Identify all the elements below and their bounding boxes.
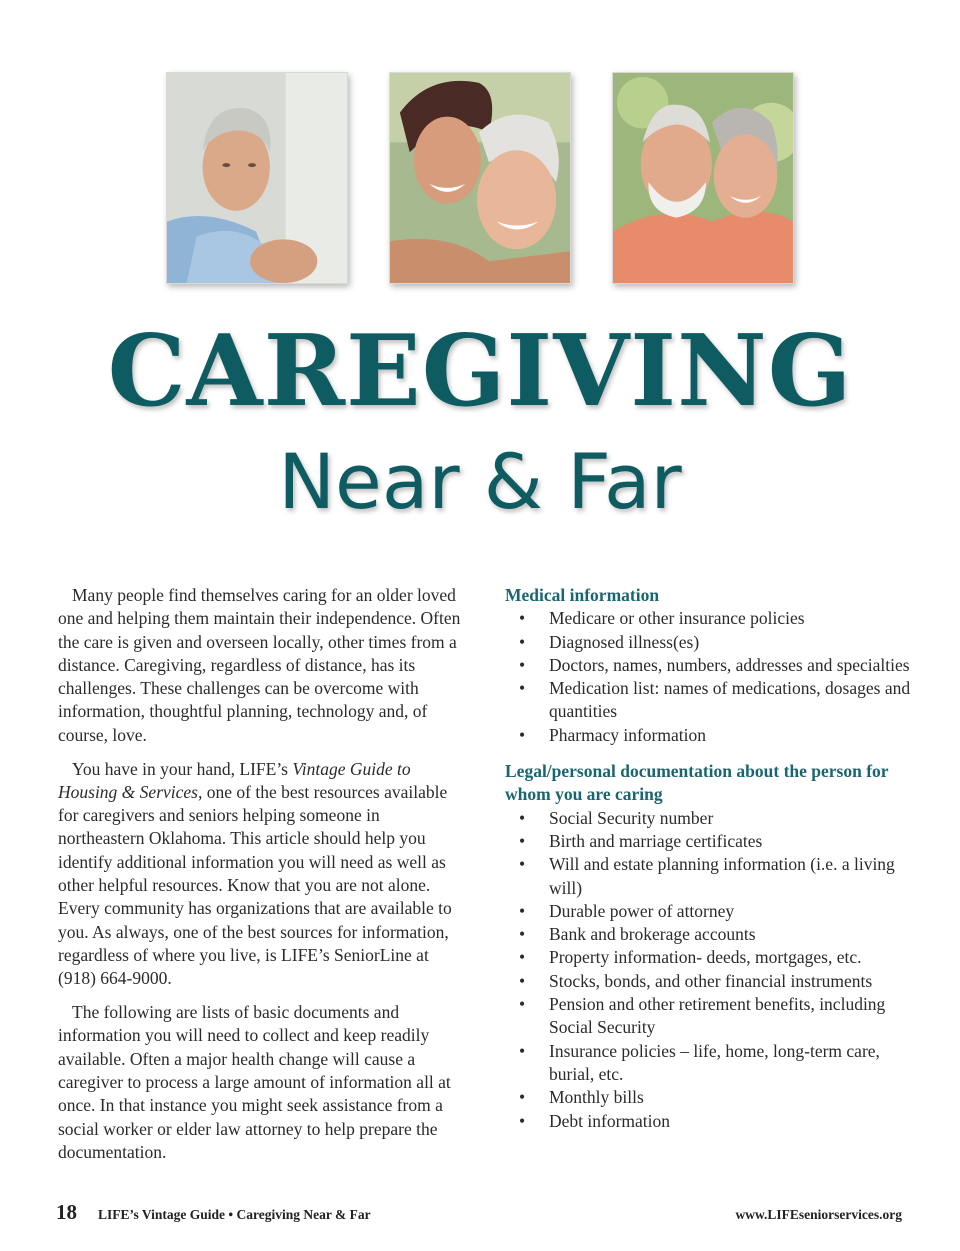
footer-guide-title: LIFE’s Vintage Guide • Caregiving Near & Far [98, 1207, 371, 1222]
footer-website-link[interactable]: www.LIFEseniorservices.org [735, 1207, 902, 1222]
intro-paragraph-2 [58, 758, 462, 991]
legal-list [505, 807, 925, 1133]
photo-senior-couple [612, 72, 794, 284]
page-number: 18 [56, 1200, 77, 1224]
intro-paragraph-3: The following are lists of basic documents and information you will need to collect and keep readily available. Often a major health change will cause a caregiver to process a large amount of information all at once. In that instance you might seek assistance from a social worker or elder law attorney to help prepare the documentation. [58, 1002, 451, 1162]
list-item: • Birth and marriage certificates [505, 830, 925, 853]
list-item: • Medicare or other insurance policies [505, 607, 925, 630]
medical-list [505, 607, 925, 747]
list-item: • Will and estate planning information (i.e. a living will) [505, 853, 925, 900]
legal-heading: Legal/personal documentation about the person for whom you are caring [505, 761, 889, 805]
photo-two-women [389, 72, 571, 284]
medical-section [505, 584, 925, 747]
photo-man [166, 72, 348, 284]
list-item: • Social Security number [505, 807, 925, 830]
page-title: CAREGIVING [107, 314, 853, 429]
medical-heading: Medical information [505, 585, 660, 605]
checklist-column [505, 584, 925, 1133]
list-item: • Debt information [505, 1110, 925, 1133]
list-item: • Diagnosed illness(es) [505, 631, 925, 654]
list-item: • Pharmacy information [505, 724, 925, 747]
list-item: • Insurance policies – life, home, long-term care, burial, etc. [505, 1040, 925, 1087]
intro-paragraph-2-start: You have in your hand, LIFE’s [72, 758, 293, 779]
list-item: • Pension and other retirement benefits, including Social Security [505, 993, 925, 1040]
intro-paragraph-1: Many people find themselves caring for an older loved one and helping them maintain their independence. Often the care is given and overseen locally, other times from a distance. Caregiving, regardless of distance, has its challenges. These challenges can be overcome with information, thoughtful planning, technology and, of course, love. [58, 585, 461, 745]
list-item: • Monthly bills [505, 1086, 925, 1109]
list-item: • Bank and brokerage accounts [505, 923, 925, 946]
intro-paragraph-2-end: one of the best resources available for caregivers and seniors helping someone in northeastern Oklahoma. This article should help you identify additional information you will need as well as other helpful resources. Know that you are not alone. Every community has organizations that are available to you. As always, one of the best sources for information, regardless of where you live, is LIFE’s SeniorLine at (918) 664-9000. [58, 781, 452, 989]
list-item: • Property information- deeds, mortgages, etc. [505, 946, 925, 969]
page-subtitle: Near & Far [278, 437, 682, 526]
legal-section [505, 760, 925, 1133]
list-item: • Medication list: names of medications, dosages and quantities [505, 677, 925, 724]
intro-column [58, 584, 462, 1175]
list-item: • Durable power of attorney [505, 900, 925, 923]
list-item: • Doctors, names, numbers, addresses and specialties [505, 654, 925, 677]
guide-title-italic: Vintage Guide to Housing & Services, [58, 758, 411, 802]
list-item: • Stocks, bonds, and other financial instruments [505, 970, 925, 993]
